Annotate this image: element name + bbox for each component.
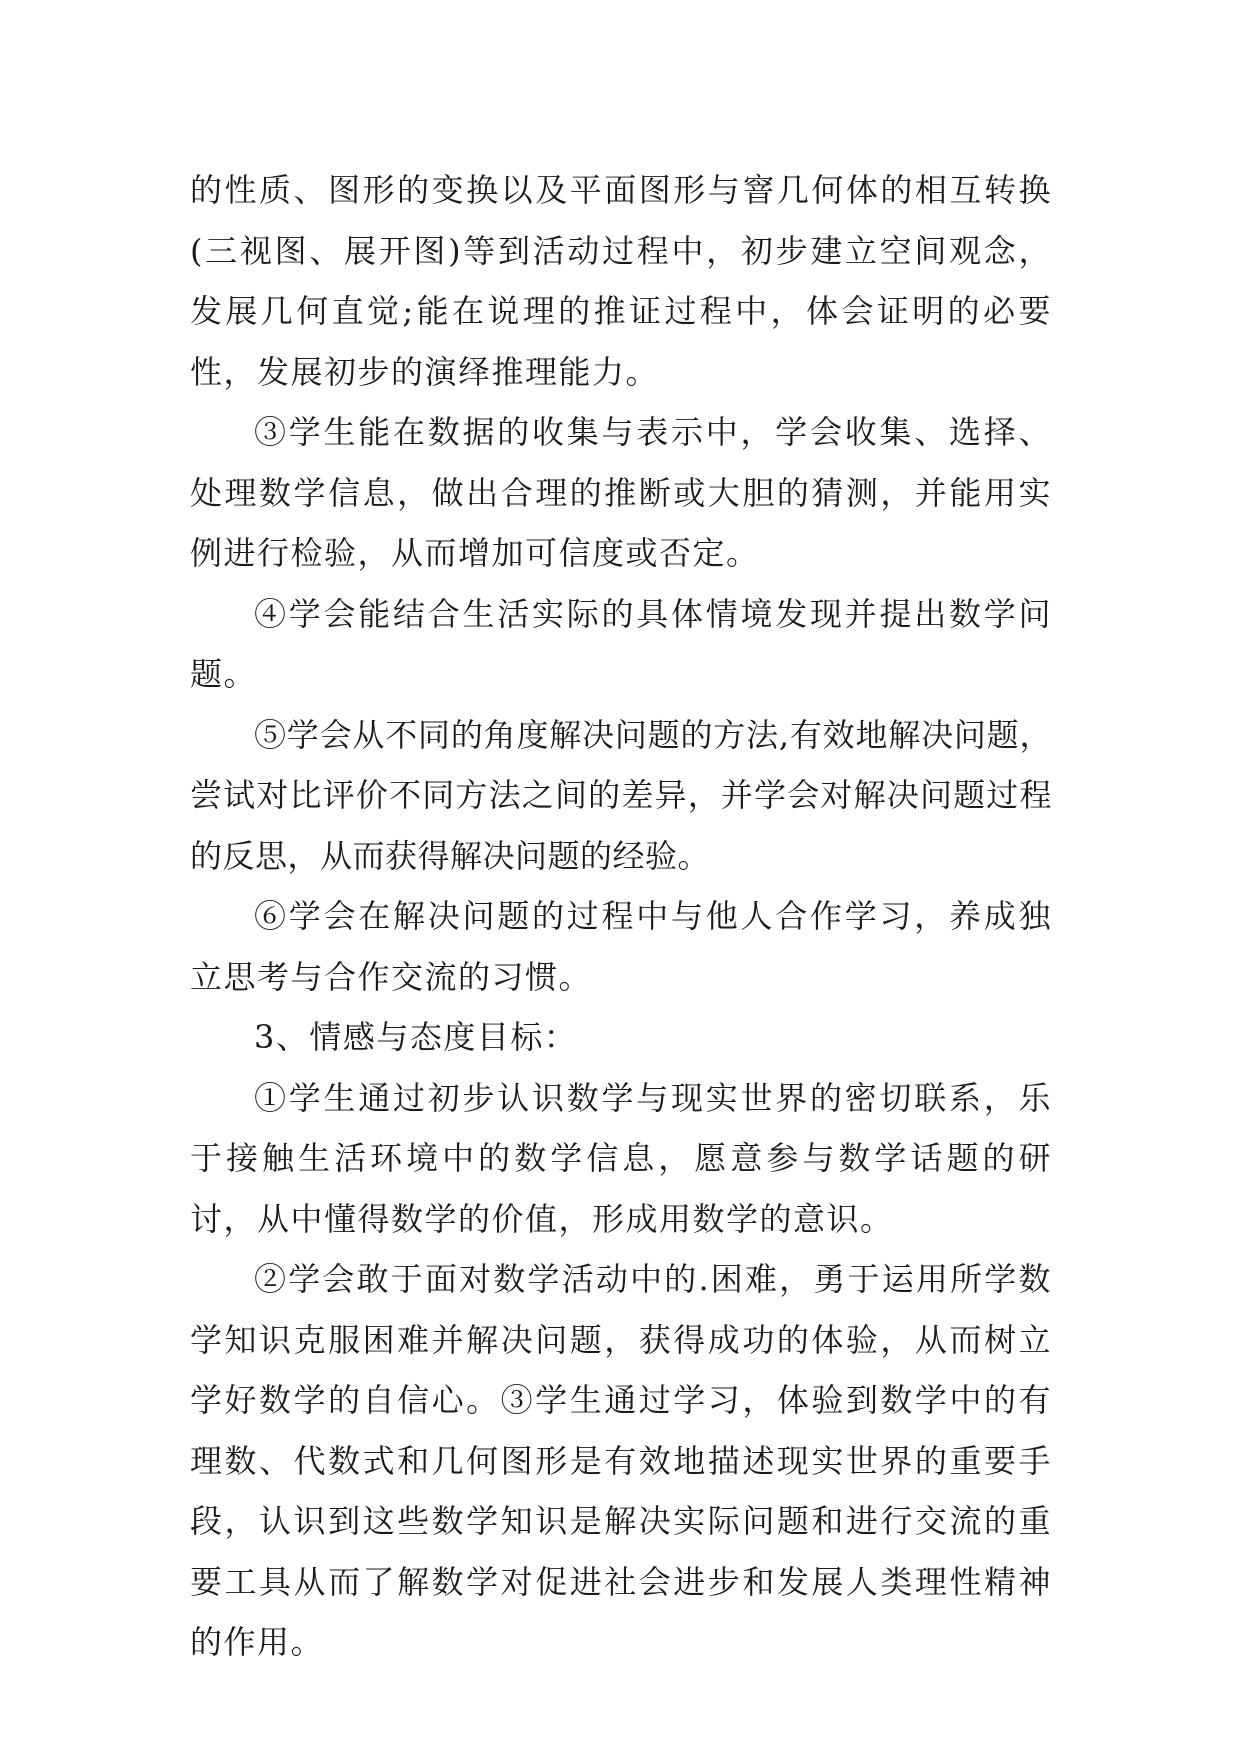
section-heading-emotion-attitude: 3、情感与态度目标：	[254, 1018, 578, 1056]
paragraph-spatial-concepts: 的性质、图形的变换以及平面图形与窨几何体的相互转换(三视图、展开图)等到活动过程中，初步建立空间观念，发展几何直觉;能在说理的推证过程中，体会证明的必要性，发展初步的演绎推理能力。	[190, 171, 1052, 391]
paragraph-problem-solving: ⑤学会从不同的角度解决问题的方法,有效地解决问题，尝试对比评价不同方法之间的差异，并学会对解决问题过程的反思，从而获得解决问题的经验。	[190, 715, 1052, 875]
paragraph-confidence: ②学会敢于面对数学活动中的.困难，勇于运用所学数学知识克服困难并解决问题，获得成功的体验，从而树立学好数学的自信心。③学生通过学习，体验到数学中的有理数、代数式和几何图形是有效地描述现实世界的重要手段，认识到这些数学知识是解决实际问题和进行交流的重要工具从而了解数学对促进社会进步和发展人类理性精神的作用。	[190, 1260, 1052, 1661]
document-body	[190, 160, 1052, 1673]
paragraph-data-handling: ③学生能在数据的收集与表示中，学会收集、选择、处理数学信息，做出合理的推断或大胆的猜测，并能用实例进行检验，从而增加可信度或否定。	[190, 413, 1052, 572]
paragraph-math-reality: ①学生通过初步认识数学与现实世界的密切联系，乐于接触生活环境中的数学信息，愿意参与数学话题的研讨，从中懂得数学的价值，形成用数学的意识。	[190, 1078, 1052, 1238]
paragraph-cooperation: ⑥学会在解决问题的过程中与他人合作学习，养成独立思考与合作交流的习惯。	[190, 897, 1052, 996]
paragraph-problem-posing: ④学会能结合生活实际的具体情境发现并提出数学问题。	[190, 594, 1052, 693]
